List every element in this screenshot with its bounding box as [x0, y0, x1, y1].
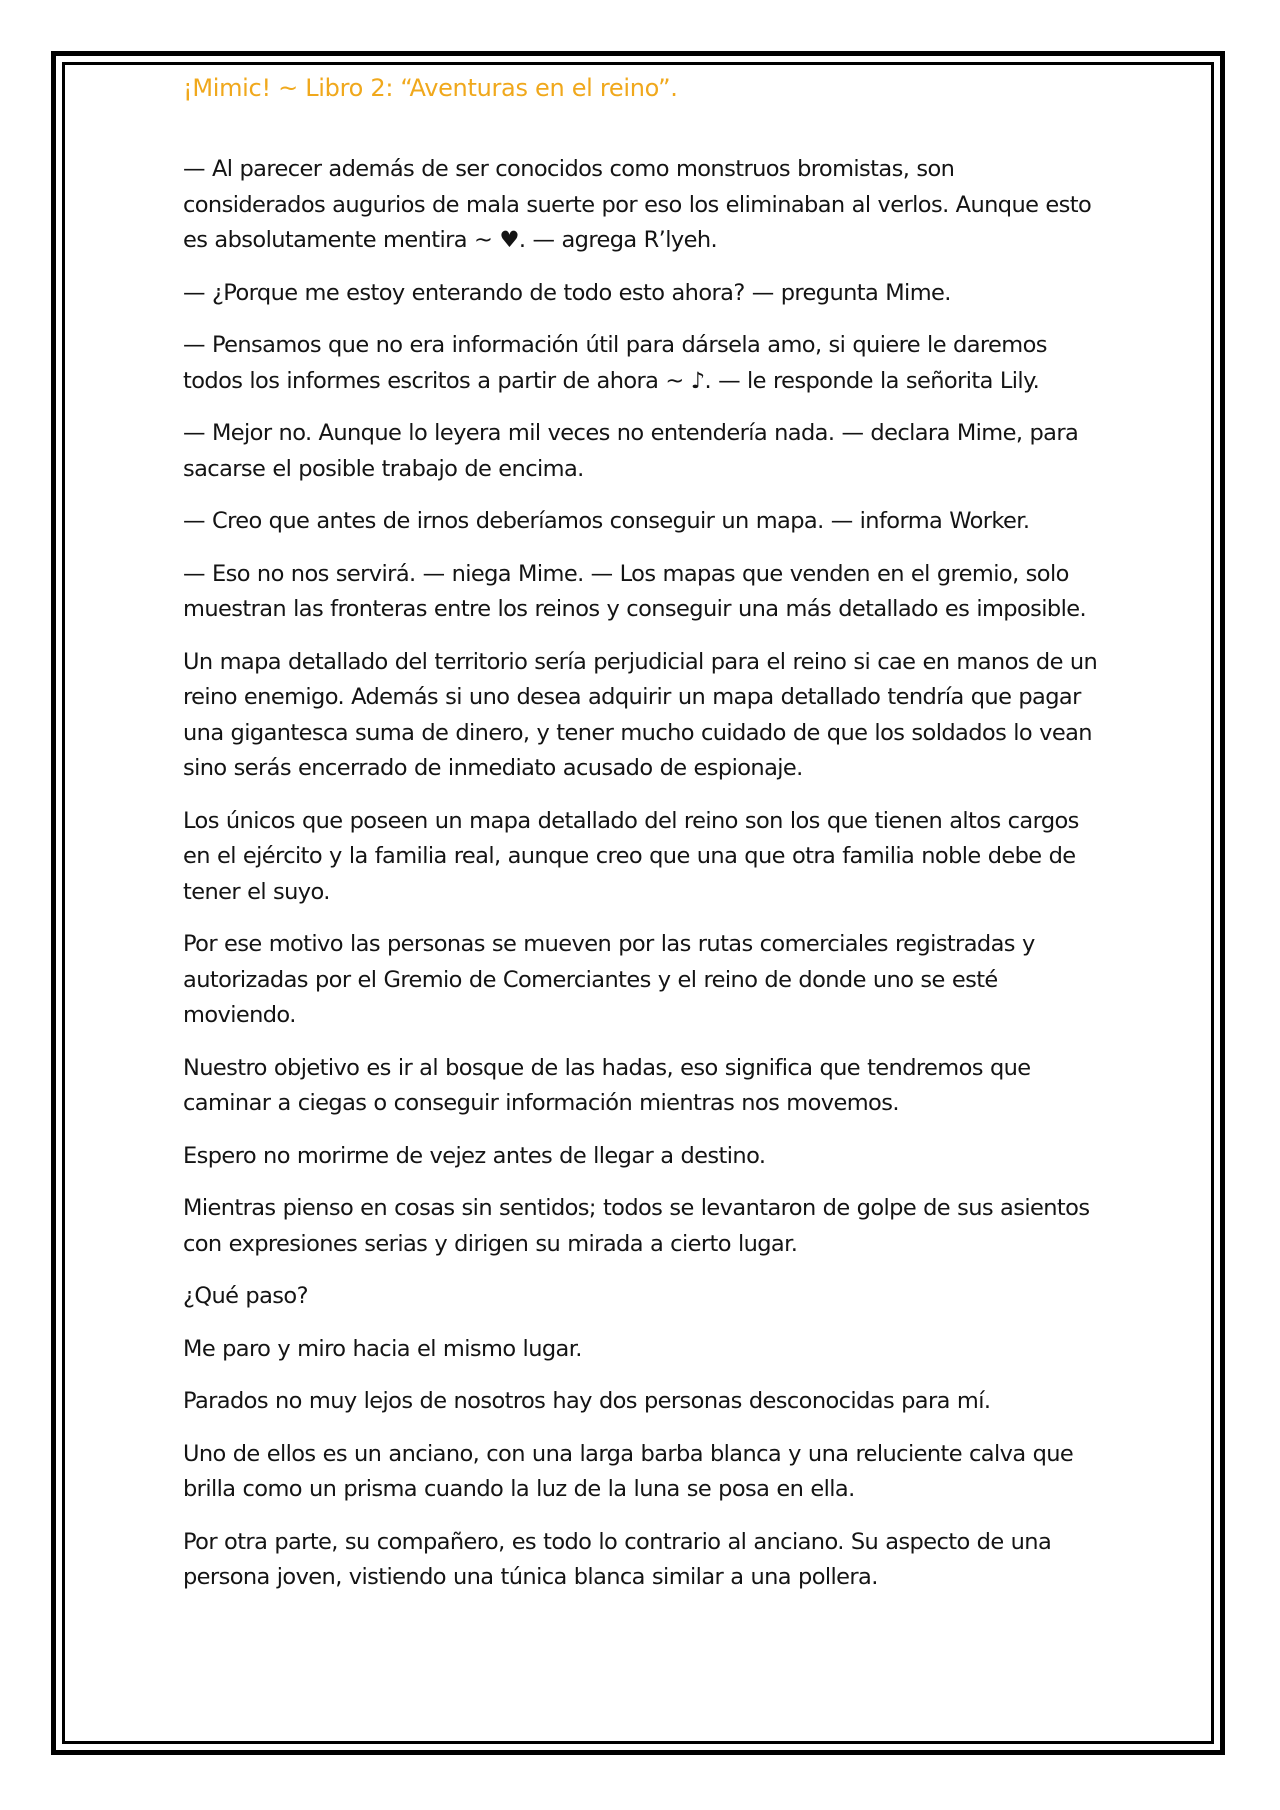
- page-body: [183, 152, 1103, 1613]
- paragraph: — ¿Porque me estoy enterando de todo esto ahora? — pregunta Mime.: [183, 279, 951, 306]
- paragraph: — Eso no nos servirá. — niega Mime. — Los mapas que venden en el gremio, solo muestran las fronteras entre los reinos y conseguir una más detallado es imposible.: [183, 560, 1087, 622]
- paragraph: Por ese motivo las personas se mueven por las rutas comerciales registradas y autorizadas por el Gremio de Comerciantes y el reino de donde uno se esté moviendo.: [183, 931, 1035, 1028]
- paragraph: Mientras pienso en cosas sin sentidos; todos se levantaron de golpe de sus asientos con expresiones serias y dirigen su mirada a cierto lugar.: [183, 1195, 1090, 1257]
- paragraph: Nuestro objetivo es ir al bosque de las hadas, eso significa que tendremos que caminar a ciegas o conseguir información mientras nos movemos.: [183, 1054, 1031, 1116]
- paragraph: Espero no morirme de vejez antes de llegar a destino.: [183, 1142, 766, 1169]
- paragraph: — Mejor no. Aunque lo leyera mil veces no entendería nada. — declara Mime, para sacarse el posible trabajo de encima.: [183, 420, 1079, 482]
- paragraph: ¿Qué paso?: [183, 1283, 308, 1309]
- paragraph: — Creo que antes de irnos deberíamos conseguir un mapa. — informa Worker.: [183, 508, 1030, 534]
- paragraph: — Al parecer además de ser conocidos como monstruos bromistas, son considerados augurios de mala suerte por eso los eliminaban al verlos. Aunque esto es absolutamente mentira ~ ♥. — agrega R’lyeh.: [183, 156, 1092, 253]
- paragraph: — Pensamos que no era información útil para dársela amo, si quiere le daremos todos los informes escritos a partir de ahora ~ ♪. — le responde la señorita Lily.: [183, 332, 1047, 394]
- paragraph: Parados no muy lejos de nosotros hay dos personas desconocidas para mí.: [183, 1388, 991, 1414]
- paragraph: Por otra parte, su compañero, es todo lo contrario al anciano. Su aspecto de una persona joven, vistiendo una túnica blanca similar a una pollera.: [183, 1528, 1052, 1590]
- paragraph: Un mapa detallado del territorio sería perjudicial para el reino si cae en manos de un reino enemigo. Además si uno desea adquirir un mapa detallado tendría que pagar una gigantesca suma de dinero, y tener mucho cuidado de que los soldados lo vean sino serás encerrado de inmediato acusado de espionaje.: [183, 648, 1098, 781]
- paragraph: Los únicos que poseen un mapa detallado del reino son los que tienen altos cargos en el ejército y la familia real, aunque creo que una que otra familia noble debe de tener el suyo.: [183, 807, 1079, 905]
- paragraph: Uno de ellos es un anciano, con una larga barba blanca y una reluciente calva que brilla como un prisma cuando la luz de la luna se posa en ella.: [183, 1440, 1074, 1502]
- running-header: ¡Mimic! ~ Libro 2: “Aventuras en el reino”.: [183, 74, 678, 102]
- paragraph: Me paro y miro hacia el mismo lugar.: [183, 1335, 582, 1362]
